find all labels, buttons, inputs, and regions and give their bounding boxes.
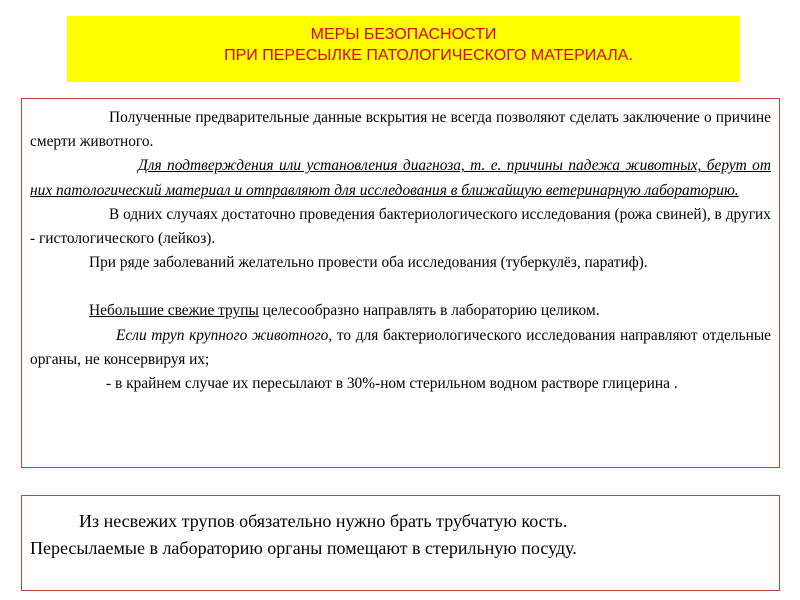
paragraph-preliminary-data: Полученные предварительные данные вскрытия не всегда позволяют сделать заключение о причине смерти животного. [30,109,771,151]
paragraph-both-tests: При ряде заболеваний желательно провести оба исследования (туберкулёз, паратиф). [89,254,648,272]
diagnosis-text: Для подтверждения или установления диагноза, т. е. причины падежа животных, берут от них патологический материал и отправляют для исследования в ближайшую ветеринарную лабораторию. [30,157,771,199]
paragraph-large-animal [30,324,771,372]
paragraph-glycerin: - в крайнем случае их пересылают в 30%-ном стерильном водном растворе глицерина . [106,375,678,393]
paragraph-small-carcasses [30,299,771,323]
title-line-1: МЕРЫ БЕЗОПАСНОСТИ [310,26,497,43]
paragraph-diagnosis-confirmation [30,154,771,202]
large-animal-italic: Если труп крупного животного [116,326,329,344]
title-line-2: ПРИ ПЕРЕСЫЛКЕ ПАТОЛОГИЧЕСКОГО МАТЕРИАЛА. [224,47,633,64]
small-carcasses-underlined: Небольшие свежие трупы [89,302,259,320]
large-animal-rest: , то для бактериологического исследования направляют отдельные органы, не консервируя их; [30,326,771,368]
bottom-text-box [21,495,780,591]
small-carcasses-rest: целесообразно направлять в лабораторию целиком. [258,302,600,320]
main-text-box [21,98,780,468]
paragraph-spacer [30,275,771,299]
paragraph-tubular-bone: Из несвежих трупов обязательно нужно брать трубчатую кость. [79,511,568,531]
title-banner [67,16,740,82]
paragraph-bacteriological: В одних случаях достаточно проведения бактериологического исследования (рожа свиней), в других - гистологического (лейкоз). [30,205,771,248]
paragraph-sterile-container: Пересылаемые в лабораторию органы помещают в стерильную посуду. [30,538,577,558]
